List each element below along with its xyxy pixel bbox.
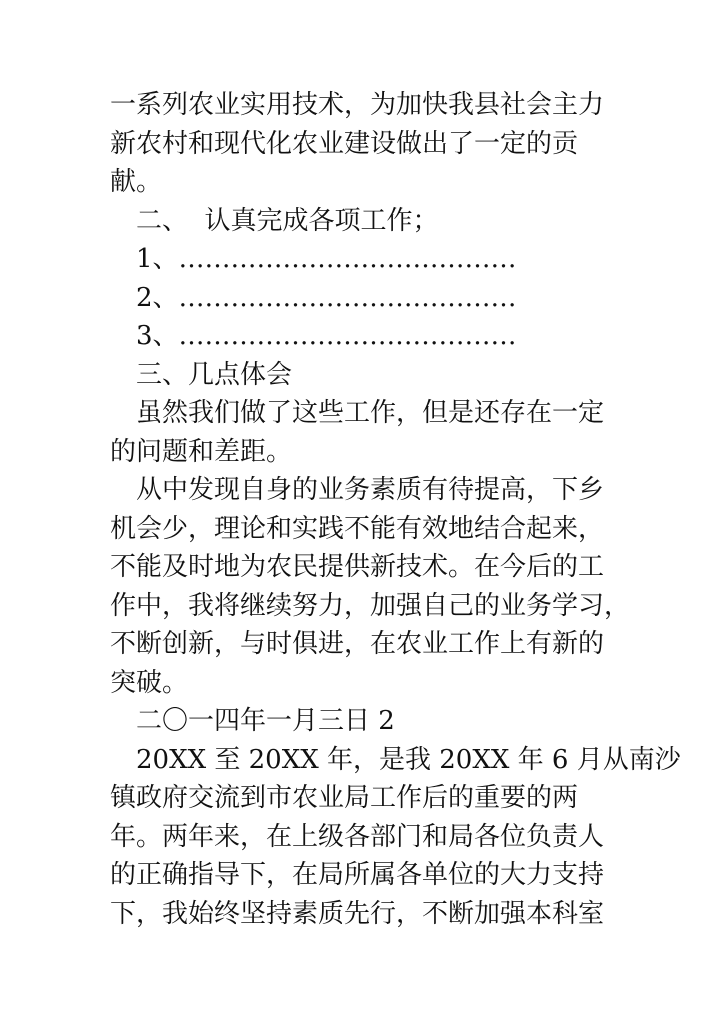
section-heading: 三、几点体会: [136, 359, 293, 390]
body-text: [110, 86, 681, 933]
text-line: 的问题和差距。: [110, 436, 293, 467]
text-line: 献。: [110, 167, 163, 197]
text-line: 的正确指导下，在局所属各单位的大力支持: [110, 860, 605, 890]
text-line: 一系列农业实用技术，为加快我县社会主力: [110, 90, 605, 120]
text-line: 下，我始终坚持素质先行，不断加强本科室: [110, 898, 605, 929]
date-line: 二〇一四年一月三日 2: [136, 706, 395, 736]
text-line: 不能及时地为农民提供新技术。在今后的工: [110, 552, 605, 582]
text-line: 新农村和现代化农业建设做出了一定的贡: [110, 128, 579, 159]
list-item: 2、…………………………………: [136, 282, 517, 313]
text-line: 镇政府交流到市农业局工作后的重要的两: [110, 783, 579, 813]
text-line: 不断创新，与时俱进，在农业工作上有新的: [110, 629, 605, 659]
text-line: 突破。: [110, 667, 189, 698]
text-line: 20XX 至 20XX 年，是我 20XX 年 6 月从南沙: [136, 744, 681, 775]
text-line: 年。两年来，在上级各部门和局各位负责人: [110, 821, 605, 852]
list-item: 3、…………………………………: [136, 321, 517, 351]
list-item: 1、…………………………………: [136, 244, 517, 274]
text-line: 作中，我将继续努力，加强自己的业务学习，: [110, 590, 631, 621]
text-line: 机会少，理论和实践不能有效地结合起来，: [110, 513, 605, 544]
section-heading: 二、 认真完成各项工作；: [136, 205, 439, 236]
text-line: 从中发现自身的业务素质有待提高，下乡: [136, 475, 605, 505]
text-line: 虽然我们做了这些工作，但是还存在一定: [136, 398, 605, 428]
